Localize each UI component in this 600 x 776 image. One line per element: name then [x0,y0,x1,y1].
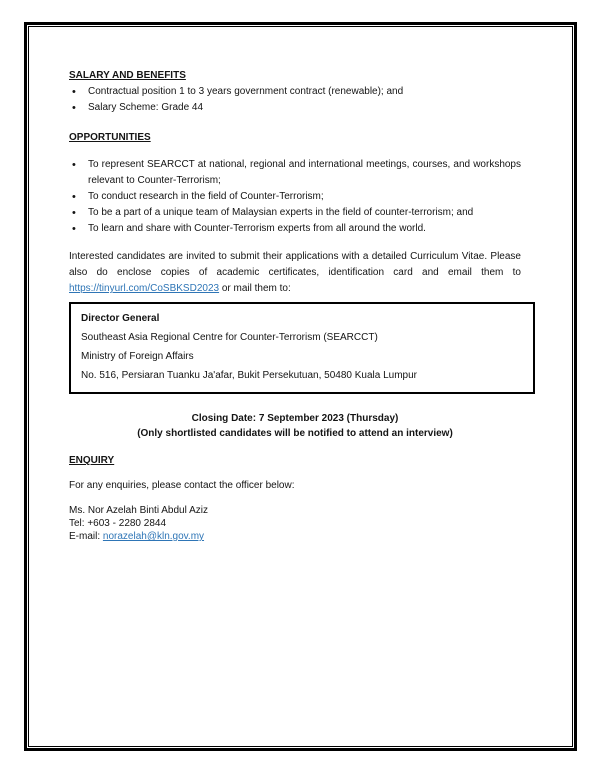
list-item [69,221,521,237]
contact-name: Ms. Nor Azelah Binti Abdul Aziz [69,505,208,516]
bullet-marker [72,84,76,101]
list-item [69,100,521,116]
document-page [28,26,573,747]
bullet-marker [72,205,76,222]
list-item-text: To be a part of a unique team of Malaysian experts in the field of counter-terrorism; and [88,207,474,218]
list-item [69,157,521,189]
enquiry-section-heading: ENQUIRY [69,455,115,466]
opportunities-bullet-list [69,157,521,237]
list-item-text: To learn and share with Counter-Terrorism experts from all around the world. [88,223,426,234]
email-link[interactable]: norazelah@kln.gov.my [102,531,205,542]
list-item [69,189,521,205]
bullet-marker [72,157,76,174]
opportunities-section-heading: OPPORTUNITIES [69,132,151,143]
salary-bullet-list [69,84,521,116]
address-line: Southeast Asia Regional Centre for Counter-Terrorism (SEARCCT) [81,332,378,343]
list-item [69,205,521,221]
bullet-marker [72,100,76,117]
address-line: No. 516, Persiaran Tuanku Ja'afar, Bukit Persekutuan, 50480 Kuala Lumpur [81,370,418,381]
address-recipient: Director General [81,313,160,324]
list-item-text: To represent SEARCCT at national, regional and international meetings, courses, and workshops relevant to Counter-Terrorism; [88,159,521,186]
closing-date-block [69,411,521,441]
closing-date: Closing Date: 7 September 2023 (Thursday) [191,413,399,424]
list-item [69,84,521,100]
salary-section-heading: SALARY AND BENEFITS [69,70,186,81]
application-text-after: or mail them to: [219,283,291,294]
contact-block [69,504,521,543]
list-item-text: To conduct research in the field of Counter-Terrorism; [88,191,324,202]
bullet-marker [72,189,76,206]
application-text-before: Interested candidates are invited to submit their applications with a detailed Curriculum Vitae. Please also do enclose copies of academic certificates, identification card and email them to [69,251,521,278]
contact-tel: Tel: +603 - 2280 2844 [69,518,167,529]
email-label: E-mail: [69,531,103,542]
contact-email-line [69,530,521,543]
mailing-address-box [69,302,535,394]
bullet-marker [72,221,76,238]
list-item-text: Contractual position 1 to 3 years government contract (renewable); and [88,86,404,97]
list-item-text: Salary Scheme: Grade 44 [88,102,204,113]
closing-note: (Only shortlisted candidates will be notified to attend an interview) [137,428,453,439]
enquiry-intro: For any enquiries, please contact the officer below: [69,480,295,491]
address-line: Ministry of Foreign Affairs [81,351,194,362]
application-form-link[interactable]: https://tinyurl.com/CoSBKSD2023 [69,283,220,294]
document-content [29,27,572,543]
page-border-frame [24,22,577,751]
application-paragraph [69,249,521,297]
